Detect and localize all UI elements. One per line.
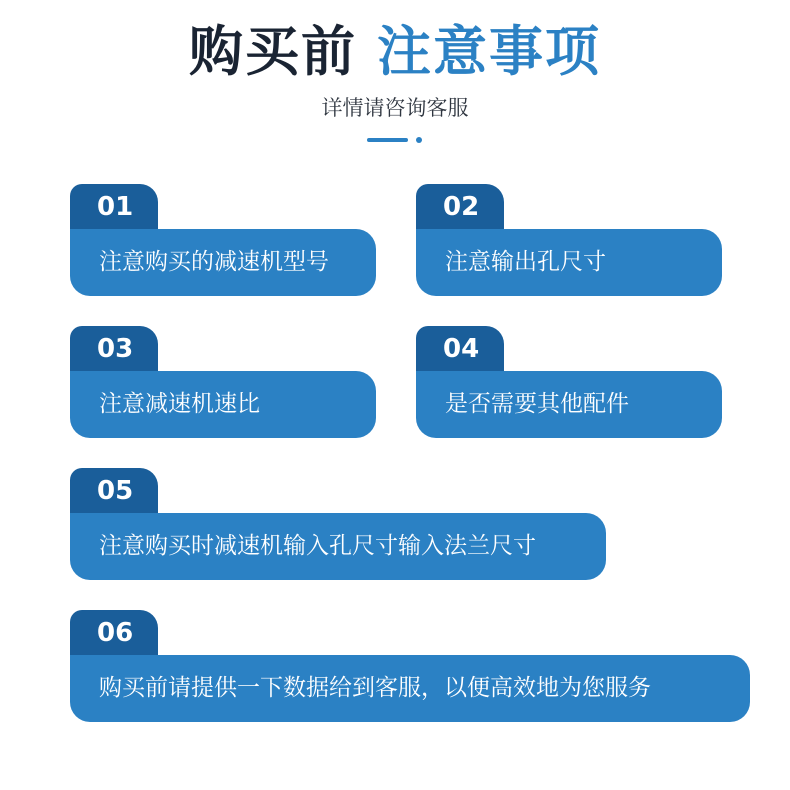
card-text: 注意输出孔尺寸 [416,229,722,296]
card-text: 是否需要其他配件 [416,371,722,438]
card-number-tab: 03 [70,326,158,388]
card-number-tab: 06 [70,610,158,672]
card-text: 购买前请提供一下数据给到客服，以便高效地为您服务 [70,655,750,722]
card-number-tab: 05 [70,468,158,530]
page-subtitle: 详情请咨询客服 [321,96,469,120]
notice-card-05 [70,468,606,580]
title-dark-part: 购买前 [189,20,357,83]
notice-card-03 [70,326,376,438]
card-number-tab: 02 [416,184,504,246]
notice-card-04 [416,326,722,438]
notice-card-02 [416,184,722,296]
card-text: 注意购买的减速机型号 [70,229,376,296]
title-blue-part: 注意事项 [377,20,601,83]
card-number-tab: 01 [70,184,158,246]
card-text: 注意购买时减速机输入孔尺寸输入法兰尺寸 [70,513,606,580]
decorative-divider-line [367,138,408,142]
notice-card-01 [70,184,376,296]
card-text: 注意减速机速比 [70,371,376,438]
decorative-divider-dot [416,137,422,143]
notice-card-06 [70,610,750,722]
card-number-tab: 04 [416,326,504,388]
page-title [0,12,790,92]
